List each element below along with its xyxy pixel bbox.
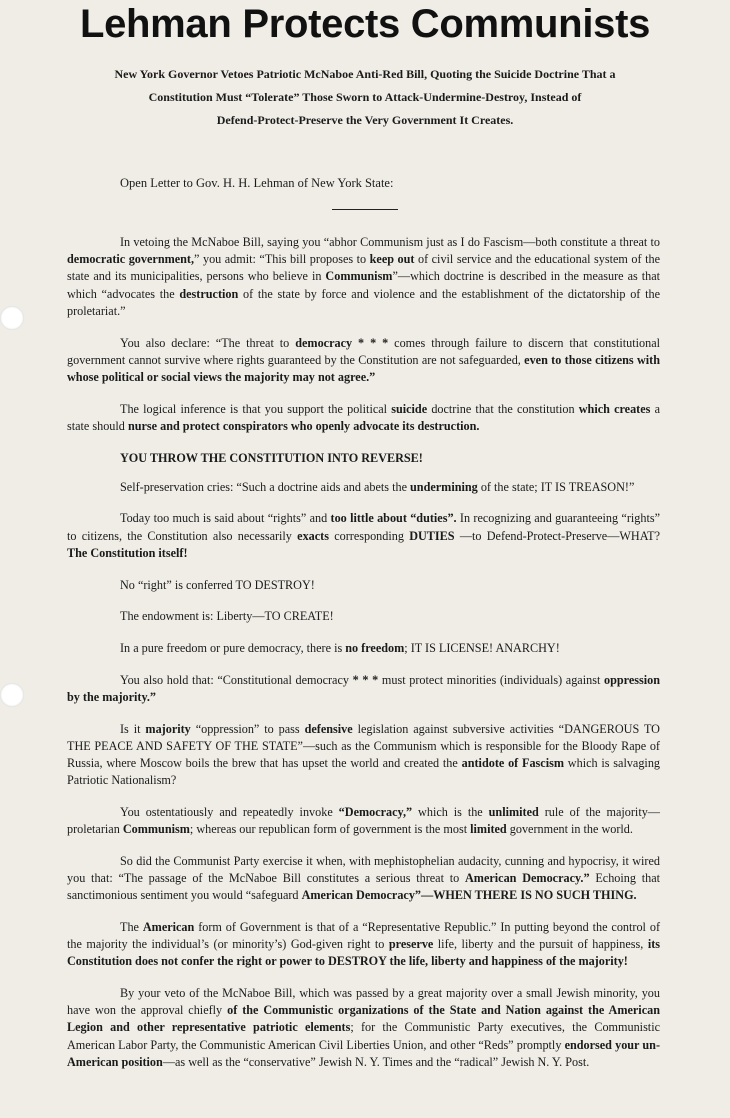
body-paragraph: You ostentatiously and repeatedly invoke “Democracy,” which is the unlimited rule of the majority—proletarian Communism; whereas our republican form of government is the most limited government in the world.	[67, 804, 660, 837]
bold-emphasis: nurse and protect conspirators who openly advocate its destruction.	[127, 418, 480, 433]
bold-emphasis: DUTIES	[409, 528, 455, 543]
letter-body	[67, 234, 660, 1086]
bold-emphasis: endorsed your un-American position	[67, 1037, 660, 1069]
bold-emphasis: defensive	[304, 721, 353, 736]
bold-emphasis: Communism	[325, 269, 393, 284]
bold-emphasis: Communism	[122, 822, 190, 837]
subheadline-line: Defend-Protect-Preserve the Very Government It Creates.	[216, 113, 514, 127]
bold-emphasis: undermining	[410, 479, 478, 494]
bold-emphasis: which creates	[578, 401, 651, 416]
bold-emphasis: American	[142, 919, 195, 934]
subheadline	[55, 63, 675, 132]
subheadline-line: Constitution Must “Tolerate” Those Sworn to Attack-Undermine-Destroy, Instead of	[148, 90, 582, 104]
section-heading: YOU THROW THE CONSTITUTION INTO REVERSE!	[120, 450, 423, 465]
body-paragraph: In vetoing the McNaboe Bill, saying you “abhor Communism just as I do Fascism—both constitute a threat to democratic government,” you admit: “This bill proposes to keep out of civil service and the educational system of the state and its municipalities, persons who believe in Communism”—which doctrine is described in the measure as that which “advocates the destruction of the state by force and violence and the establishment of the dictatorship of the proletariat.”	[67, 235, 660, 318]
bold-emphasis: too little about “duties”.	[330, 511, 457, 526]
bold-emphasis: even to those citizens with whose political or social views the majority may not agree.”	[67, 352, 660, 384]
body-paragraph: In a pure freedom or pure democracy, there is no freedom; IT IS LICENSE! ANARCHY!	[120, 640, 560, 655]
bold-emphasis: destruction	[179, 286, 239, 301]
body-paragraph: You also hold that: “Constitutional democracy * * * must protect minorities (individuals) against oppression by the majority.”	[67, 672, 660, 704]
bold-emphasis: exacts	[297, 528, 329, 543]
salutation: Open Letter to Gov. H. H. Lehman of New York State:	[120, 176, 394, 190]
body-paragraph: The endowment is: Liberty—TO CREATE!	[120, 609, 334, 624]
bold-emphasis: antidote of Fascism	[461, 755, 564, 770]
bold-emphasis: American Democracy”—WHEN THERE IS NO SUCH THING.	[301, 888, 637, 903]
body-paragraph: Is it majority “oppression” to pass defensive legislation against subversive activities “DANGEROUS TO THE PEACE AND SAFETY OF THE STATE”—such as the Communism which is responsible for the Bloody Rape of Russia, where Moscow boils the brew that has upset the world and created the antidote of Fascism which is salvaging Patriotic Nationalism?	[67, 721, 661, 788]
body-paragraph: The logical inference is that you support the political suicide doctrine that the constitution which creates a state should nurse and protect conspirators who openly advocate its destruction.	[67, 401, 660, 433]
divider	[332, 209, 398, 210]
bold-emphasis: of the Communistic organizations of the State and Nation against the American Legion and other representative patriotic elements	[67, 1003, 660, 1035]
body-paragraph: By your veto of the McNaboe Bill, which was passed by a great majority over a small Jewish minority, you have won the approval chiefly of the Communistic organizations of the State and Nation against the American Legion and other representative patriotic elements; for the Communistic Party executives, the Communistic American Labor Party, the Communistic American Civil Liberties Union, and other “Reds” promptly endorsed your un-American position—as well as the “conservative” Jewish N. Y. Times and the “radical” Jewish N. Y. Post.	[67, 986, 660, 1069]
bold-emphasis: suicide	[391, 401, 428, 416]
body-paragraph: You also declare: “The threat to democracy * * * comes through failure to discern that constitutional government cannot survive where rights guaranteed by the Constitution are not safeguarded, even to those citizens with whose political or social views the majority may not agree.”	[67, 335, 660, 384]
bold-emphasis: its Constitution does not confer the right or power to DESTROY the life, liberty and happiness of the majority!	[67, 937, 660, 969]
bold-emphasis: no freedom	[345, 640, 405, 655]
body-paragraph: No “right” is conferred TO DESTROY!	[120, 577, 315, 592]
body-paragraph: So did the Communist Party exercise it when, with mephistophelian audacity, cunning and hypocrisy, it wired you that: “The passage of the McNaboe Bill constitutes a serious threat to American Democracy.” Echoing that sanctimonious sentiment you would “safeguard American Democracy”—WHEN THERE IS NO SUCH THING.	[67, 853, 661, 903]
bold-emphasis: “Democracy,”	[338, 804, 413, 819]
body-paragraph: The American form of Government is that of a “Representative Republic.” In putting beyond the control of the majority the individual’s (or minority’s) God-given right to preserve life, liberty and the pursuit of happiness, its Constitution does not confer the right or power to DESTROY the life, liberty and happiness of the majority!	[67, 919, 661, 969]
subheadline-line: New York Governor Vetoes Patriotic McNaboe Anti-Red Bill, Quoting the Suicide Doctrine That a	[114, 67, 616, 81]
bold-emphasis: unlimited	[488, 804, 539, 819]
headline: Lehman Protects Communists	[79, 2, 651, 46]
binder-hole	[0, 683, 24, 707]
body-paragraph: Self-preservation cries: “Such a doctrine aids and abets the undermining of the state; IT IS TREASON!”	[120, 479, 635, 494]
bold-emphasis: democratic government,	[67, 252, 195, 267]
bold-emphasis: majority	[145, 721, 191, 736]
bold-emphasis: oppression by the majority.”	[67, 672, 660, 704]
bold-emphasis: preserve	[388, 937, 434, 952]
bold-emphasis: keep out	[369, 252, 415, 267]
bold-emphasis: * * *	[352, 672, 379, 687]
bold-emphasis: democracy * * *	[295, 335, 389, 350]
bold-emphasis: limited	[470, 822, 507, 837]
binder-hole	[0, 306, 24, 330]
bold-emphasis: American Democracy.”	[465, 870, 590, 885]
body-paragraph: Today too much is said about “rights” and too little about “duties”. In recognizing and guaranteeing “rights” to citizens, the Constitution also necessarily exacts corresponding DUTIES —to Defend-Protect-Preserve—WHAT? The Constitution itself!	[67, 511, 661, 560]
bold-emphasis: The Constitution itself!	[67, 545, 188, 560]
